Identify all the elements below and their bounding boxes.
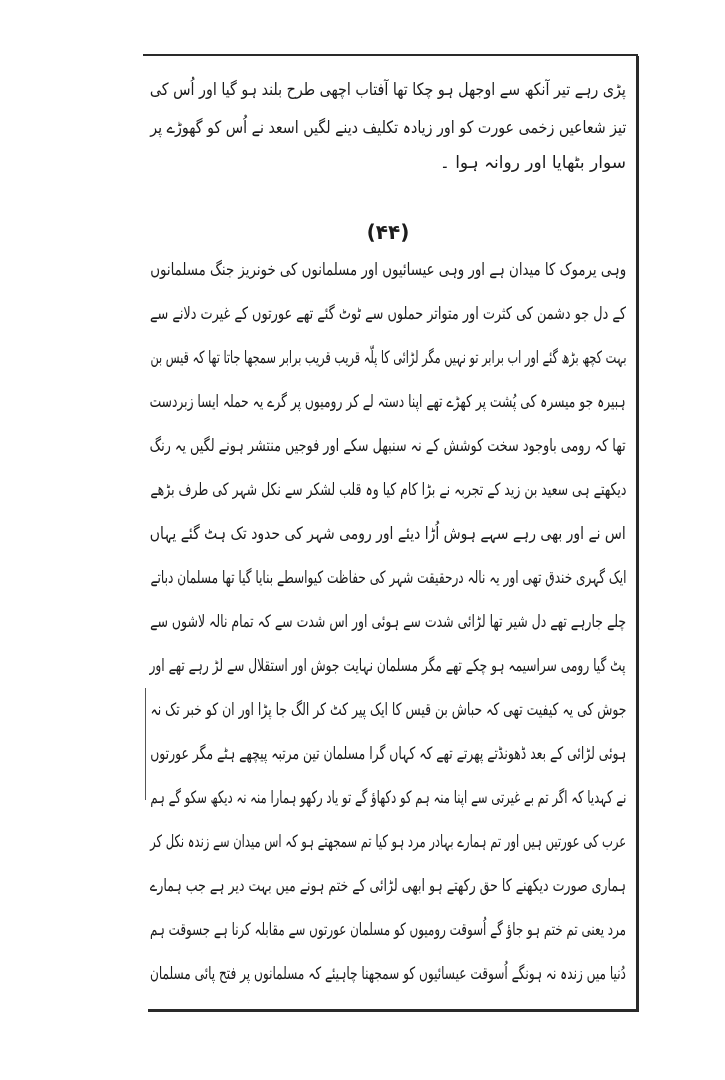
text-line — [150, 384, 626, 420]
line-text: ہماری صورت دیکھنے کا حق رکھتے ہو ابھی لڑائی کے ختم ہونے میں بہت دیر ہے جب ہمارے — [150, 876, 626, 896]
line-text: جوش کی یہ کیفیت تھی کہ حباش بن قیس کا ایک پیر کٹ کر الگ جا پڑا اور ان کو خبر تک نہ — [150, 700, 626, 720]
text-line — [150, 428, 626, 464]
text-line — [150, 72, 626, 108]
bottom-border-rule — [148, 1009, 639, 1012]
line-text: ایک گہری خندق تھی اور یہ نالہ درحقیقت شہر کی حفاظت کیواسطے بنایا گیا تھا مسلمان دباتے — [150, 568, 626, 588]
text-line — [150, 340, 626, 376]
line-text: اس نے اور بھی رہے سہے ہوش اُڑا دیئے اور رومی شہر کی حدود تک ہٹ گئے یہاں — [150, 524, 626, 544]
text-line — [150, 780, 626, 816]
line-text: بہت کچھ بڑھ گئے اور اب برابر تو نہیں مگر لڑائی کا پلّہ قریب قریب برابر سمجھا جاتا تھا کہ قیس بن — [150, 348, 626, 368]
text-line — [150, 648, 626, 684]
line-text: وہی یرموک کا میدان ہے اور وہی عیسائیوں اور مسلمانوں کی خونریز جنگ مسلمانوں — [150, 260, 626, 280]
line-text: چلے جارہے تھے دل شیر تھا لڑائی شدت سے ہوئی اور اس شدت سے کہ تمام نالہ لاشوں سے — [150, 612, 626, 632]
line-text: کے دل جو دشمن کی کثرت اور متواتر حملوں سے ٹوٹ گئے تھے عورتوں کے غیرت دلانے سے — [150, 304, 626, 324]
text-line — [150, 516, 626, 552]
text-line — [150, 868, 626, 904]
line-text: نے کہدیا کہ اگر تم بے غیرتی سے اپنا منہ ہم کو دکھاؤ گے تو یاد رکھو ہمارا منہ نہ دیکھ سکو گے ہم — [150, 788, 626, 808]
line-text: سوار بٹھایا اور روانہ ہوا ۔ — [439, 153, 626, 173]
line-text: مرد یعنی تم ختم ہو جاؤ گے اُسوقت رومیوں کو مسلمان عورتوں سے مقابلہ کرنا ہے جسوقت ہم — [150, 920, 626, 940]
line-text: پٹ گیا رومی سراسیمہ ہو چکے تھے مگر مسلمان نہایت جوش اور استقلال سے لڑ رہے تھے اور — [150, 656, 626, 676]
text-line — [150, 736, 626, 772]
right-border-rule — [636, 56, 639, 1012]
line-text: پڑی رہے تیر آنکھ سے اوجھل ہو چکا تھا آفتاب اچھی طرح بلند ہو گیا اور اُس کی — [150, 80, 626, 100]
text-line — [150, 824, 626, 860]
line-text: دُنیا میں زندہ نہ ہونگے اُسوقت عیسائیوں کو سمجھنا چاہیئے کہ مسلمانوں پر فتح پائی مسلمان — [150, 964, 626, 984]
top-border-rule — [143, 54, 638, 56]
line-text: دیکھتے ہی سعید بن زید کے تجربہ نے بڑا کام کیا وہ قلب لشکر سے نکل شہر کی طرف بڑھے — [150, 480, 626, 500]
text-line — [150, 956, 626, 992]
text-line — [150, 296, 626, 332]
text-line — [150, 472, 626, 508]
text-line — [150, 145, 626, 181]
chapter-heading: (۴۴) — [366, 220, 410, 244]
text-line — [150, 604, 626, 640]
text-line — [150, 912, 626, 948]
text-line — [150, 252, 626, 288]
line-text: تھا کہ رومی باوجود سخت کوشش کے نہ سنبھل سکے اور فوجیں منتشر ہونے لگیں یہ رنگ — [150, 436, 626, 456]
line-text: ہبیرہ جو میسرہ کی پُشت پر کھڑے تھے اپنا دستہ لے کر رومیوں پر گرے یہ حملہ ایسا زبردست — [150, 392, 626, 412]
text-line — [150, 692, 626, 728]
text-line — [150, 560, 626, 596]
text-line — [150, 110, 626, 146]
line-text: تیز شعاعیں زخمی عورت کو اور زیادہ تکلیف دینے لگیں اسعد نے اُس کو گھوڑے پر — [150, 118, 626, 138]
line-text: عرب کی عورتیں ہیں اور تم ہمارے بہادر مرد ہو کیا تم سمجھتے ہو کہ اس میدان سے زندہ نکل کر — [150, 832, 626, 852]
line-text: ہوئی لڑائی کے بعد ڈھونڈتے پھرتے تھے کہ کہاں گرا مسلمان تین مرتبہ پیچھے ہٹے مگر عورتوں — [150, 744, 626, 764]
